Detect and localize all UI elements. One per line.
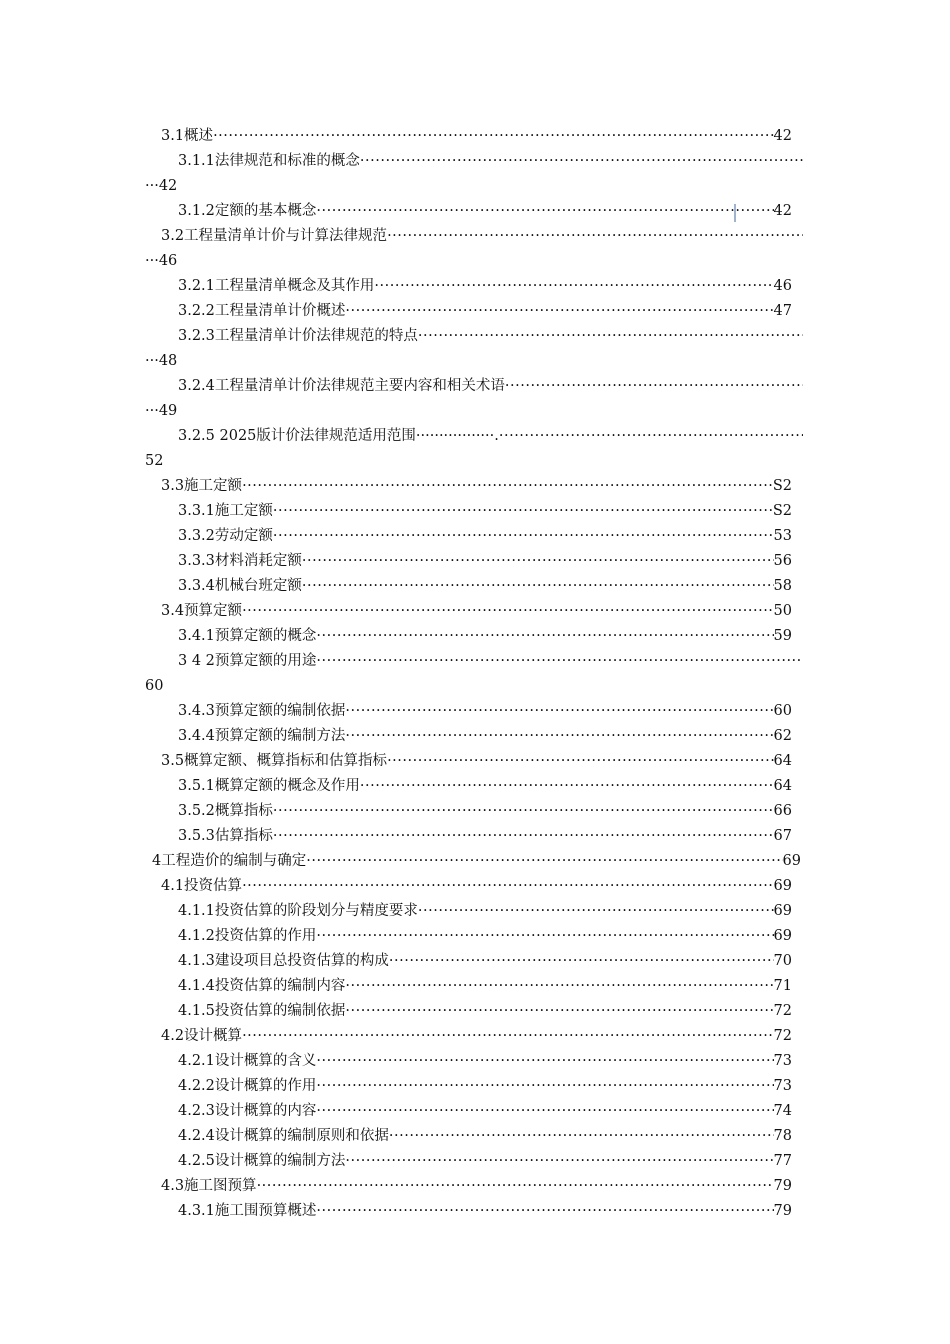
toc-entry-title: 3.3.4机械台班定额	[178, 578, 302, 594]
toc-page-number-wrapped: 52	[145, 453, 164, 469]
toc-entry[interactable]	[161, 874, 792, 898]
toc-entry-title: 3.2.5 2025版计价法律规范适用范围·················.	[178, 428, 499, 444]
toc-entry[interactable]	[178, 699, 792, 723]
toc-dot-leader	[273, 824, 774, 848]
toc-entry-title: 4.2.5设计概算的编制方法	[178, 1153, 346, 1169]
toc-entry-title: 3.5.2概算指标	[178, 803, 273, 819]
toc-page-number: 46	[773, 278, 792, 294]
toc-page-number: 79	[773, 1178, 792, 1194]
toc-page-number: 77	[773, 1153, 792, 1169]
toc-entry[interactable]	[178, 524, 792, 548]
toc-page-number: 73	[773, 1053, 792, 1069]
toc-dot-leader	[505, 374, 803, 398]
toc-dot-leader	[273, 499, 773, 523]
toc-entry-title: 4.3施工图预算	[161, 1178, 257, 1194]
toc-entry-title: 3.2.2工程量清单计价概述	[178, 303, 346, 319]
toc-dot-leader	[387, 749, 773, 773]
toc-dot-leader	[273, 524, 774, 548]
toc-entry[interactable]	[161, 599, 792, 623]
toc-dot-leader	[316, 1099, 773, 1123]
toc-entry-title: 3.4预算定额	[161, 603, 243, 619]
toc-entry[interactable]	[178, 1074, 792, 1098]
toc-page-number: 73	[773, 1078, 792, 1094]
toc-page-number: 69	[782, 853, 801, 869]
toc-entry[interactable]	[178, 574, 792, 598]
toc-entry[interactable]	[178, 1199, 792, 1223]
toc-entry[interactable]	[161, 474, 792, 498]
toc-entry-title: 4.1.2投资估算的作用	[178, 928, 317, 944]
toc-entry[interactable]	[178, 424, 803, 448]
toc-entry[interactable]	[161, 224, 803, 248]
toc-page-number: 79	[773, 1203, 792, 1219]
toc-page-number: 58	[773, 578, 792, 594]
toc-dot-leader	[242, 599, 773, 623]
toc-page-number: 78	[773, 1128, 792, 1144]
toc-entry[interactable]	[161, 749, 792, 773]
toc-entry[interactable]	[178, 999, 792, 1023]
toc-dot-leader	[316, 649, 803, 673]
toc-dot-leader	[316, 924, 773, 948]
toc-dot-leader	[316, 1074, 773, 1098]
toc-dot-leader	[316, 199, 773, 223]
toc-page-number: S2	[772, 478, 792, 494]
toc-entry[interactable]	[178, 499, 792, 523]
toc-page-number: 70	[773, 953, 792, 969]
toc-entry[interactable]	[178, 624, 792, 648]
toc-dot-leader	[302, 574, 774, 598]
toc-dot-leader	[418, 324, 803, 348]
toc-entry[interactable]	[178, 374, 803, 398]
toc-entry[interactable]	[178, 724, 792, 748]
toc-dot-leader	[242, 474, 773, 498]
toc-dot-leader	[389, 1124, 774, 1148]
toc-page-number: 72	[773, 1028, 792, 1044]
toc-dot-leader	[345, 1149, 773, 1173]
toc-entry[interactable]	[178, 899, 792, 923]
toc-entry-title: 3.3施工定额	[161, 478, 243, 494]
toc-dot-leader	[316, 1199, 773, 1223]
toc-entry-title: 4.1.5投资估算的编制依据	[178, 1003, 346, 1019]
toc-entry-title: 3.4.1预算定额的概念	[178, 628, 317, 644]
toc-page-number: 67	[773, 828, 792, 844]
toc-dot-leader	[345, 699, 773, 723]
toc-page-number: 42	[773, 203, 792, 219]
toc-dot-leader	[302, 549, 774, 573]
toc-page-number: 72	[773, 1003, 792, 1019]
toc-entry-title: 3.3.1施工定额	[178, 503, 273, 519]
toc-dot-leader	[499, 424, 803, 448]
toc-entry-title: 3.5概算定额、概算指标和估算指标	[161, 753, 388, 769]
toc-entry-title: 3.2工程量清单计价与计算法律规范	[161, 228, 388, 244]
toc-page-number: 69	[773, 903, 792, 919]
toc-entry-title: 4.1投资估算	[161, 878, 243, 894]
toc-page-number: 50	[773, 603, 792, 619]
toc-entry-title: 4.1.3建设项目总投资估算的构成	[178, 953, 389, 969]
toc-dot-leader	[316, 1049, 773, 1073]
toc-dot-leader	[306, 849, 782, 873]
toc-page-number: 69	[773, 928, 792, 944]
toc-entry[interactable]	[161, 1174, 792, 1198]
toc-entry[interactable]	[161, 124, 792, 148]
toc-entry-title: 4.2.2设计概算的作用	[178, 1078, 317, 1094]
toc-entry-title: 3.2.4工程量清单计价法律规范主要内容和相关术语	[178, 378, 505, 394]
toc-entry-title: 4.2.1设计概算的含义	[178, 1053, 317, 1069]
toc-entry-title: 4.2.3设计概算的内容	[178, 1103, 317, 1119]
toc-page-number: 62	[773, 728, 792, 744]
toc-entry[interactable]	[178, 774, 792, 798]
toc-entry-title: 3.2.1工程量清单概念及其作用	[178, 278, 375, 294]
toc-entry[interactable]	[178, 1124, 792, 1148]
toc-entry-title: 3.4.3预算定额的编制依据	[178, 703, 346, 719]
toc-entry[interactable]	[178, 299, 792, 323]
toc-dot-leader	[345, 974, 773, 998]
toc-page-number: 56	[773, 553, 792, 569]
toc-entry[interactable]	[178, 274, 792, 298]
toc-entry[interactable]	[178, 199, 792, 223]
toc-dot-leader	[360, 774, 774, 798]
toc-entry-title: 3.3.2劳动定额	[178, 528, 273, 544]
toc-dot-leader	[273, 799, 774, 823]
toc-dot-leader	[374, 274, 773, 298]
toc-entry[interactable]	[178, 924, 792, 948]
toc-dot-leader	[345, 724, 773, 748]
toc-dot-leader	[242, 1024, 773, 1048]
toc-entry[interactable]	[161, 1024, 792, 1048]
toc-entry[interactable]	[152, 849, 801, 873]
toc-entry[interactable]	[178, 324, 803, 348]
toc-page-number: 64	[773, 753, 792, 769]
toc-page-number: 66	[773, 803, 792, 819]
toc-entry-title: 4.2设计概算	[161, 1028, 243, 1044]
toc-entry-title: 3.1.1法律规范和标准的概念	[178, 153, 360, 169]
toc-entry[interactable]	[178, 974, 792, 998]
toc-entry-title: 4.2.4设计概算的编制原则和依据	[178, 1128, 389, 1144]
toc-page-number: 42	[773, 128, 792, 144]
toc-entry-title: 3 4 2预算定额的用途	[178, 653, 317, 669]
toc-dot-leader	[213, 124, 773, 148]
toc-dot-leader	[345, 999, 773, 1023]
toc-page-number-wrapped: ···48	[145, 353, 178, 369]
toc-entry-title: 3.3.3材料消耗定额	[178, 553, 302, 569]
toc-page-number: 74	[773, 1103, 792, 1119]
toc-entry[interactable]	[178, 1099, 792, 1123]
toc-entry[interactable]	[178, 549, 792, 573]
toc-page-number: 69	[773, 878, 792, 894]
toc-entry-title: 3.5.3估算指标	[178, 828, 273, 844]
toc-entry[interactable]	[178, 799, 792, 823]
toc-entry[interactable]	[178, 149, 803, 173]
toc-entry-title: 4.1.1投资估算的阶段划分与精度要求	[178, 903, 418, 919]
toc-page-number: 64	[773, 778, 792, 794]
toc-dot-leader	[387, 224, 803, 248]
toc-page-number: 53	[773, 528, 792, 544]
toc-entry-title: 3.5.1概算定额的概念及作用	[178, 778, 360, 794]
toc-entry-title: 3.4.4预算定额的编制方法	[178, 728, 346, 744]
toc-page-number: 59	[773, 628, 792, 644]
toc-page-number-wrapped: ···46	[145, 253, 178, 269]
toc-dot-leader	[389, 949, 774, 973]
toc-entry-title: 3.2.3工程量清单计价法律规范的特点	[178, 328, 418, 344]
toc-dot-leader	[242, 874, 773, 898]
toc-page-number-wrapped: 60	[145, 678, 164, 694]
toc-entry[interactable]	[178, 649, 803, 673]
toc-entry[interactable]	[178, 824, 792, 848]
toc-page-number: 60	[773, 703, 792, 719]
toc-entry[interactable]	[178, 949, 792, 973]
toc-page-number: 71	[773, 978, 792, 994]
toc-dot-leader	[345, 299, 773, 323]
toc-entry-title: 3.1.2定额的基本概念	[178, 203, 317, 219]
toc-dot-leader	[316, 624, 773, 648]
toc-entry-title: 4.3.1施工围预算概述	[178, 1203, 317, 1219]
toc-entry-title: 4.1.4投资估算的编制内容	[178, 978, 346, 994]
toc-entry-title: 4工程造价的编制与确定	[152, 853, 307, 869]
toc-page-number-wrapped: ···42	[145, 178, 178, 194]
toc-dot-leader	[360, 149, 803, 173]
toc-entry[interactable]	[178, 1049, 792, 1073]
toc-page-number: S2	[772, 503, 792, 519]
toc-entry-title: 3.1概述	[161, 128, 214, 144]
toc-page-number: 47	[773, 303, 792, 319]
toc-dot-leader	[418, 899, 774, 923]
toc-entry[interactable]	[178, 1149, 792, 1173]
toc-dot-leader	[257, 1174, 774, 1198]
toc-page-number-wrapped: ···49	[145, 403, 178, 419]
